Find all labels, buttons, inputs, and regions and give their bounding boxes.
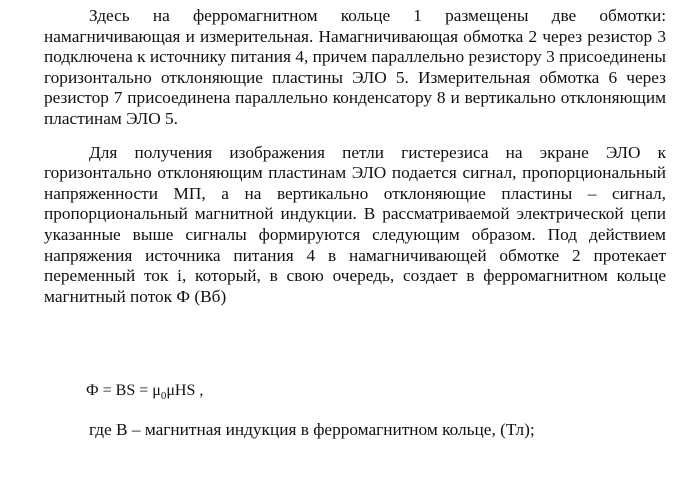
document-body [44, 6, 666, 307]
paragraph-2: Для получения изображения петли гистерезиса на экране ЭЛО к горизонтально отклоняющим пластинам ЭЛО подается сигнал, пропорциональный напряженности МП, а на вертикально отклоняющие пластины – сигнал, пропорциональный магнитной индукции. В рассматриваемой электрической цепи указанные выше сигналы формируются следующим образом. Под действием напряжения источника питания 4 в намагничивающей обмотке 2 протекает переменный ток i, который, в свою очередь, создает в ферромагнитном кольце магнитный поток Ф (Вб) [44, 142, 666, 306]
formula-magnetic-flux [86, 381, 203, 402]
paragraph-1: Здесь на ферромагнитном кольце 1 размещены две обмотки: намагничивающая и измерительная. Намагничивающая обмотка 2 через резистор 3 подключена к источнику питания 4, причем параллельно резистору 3 присоединены горизонтально отклоняющие пластины ЭЛО 5. Измерительная обмотка 6 через резистор 7 присоединена параллельно конденсатору 8 и вертикально отклоняющим пластинам ЭЛО 5. [44, 6, 666, 128]
formula-right: μHS , [166, 382, 204, 399]
formula-subscript: 0 [160, 390, 167, 402]
formula-left: Ф = BS = μ [86, 382, 161, 399]
where-line: где B – магнитная индукция в ферромагнитном кольце, (Тл); [89, 420, 535, 439]
